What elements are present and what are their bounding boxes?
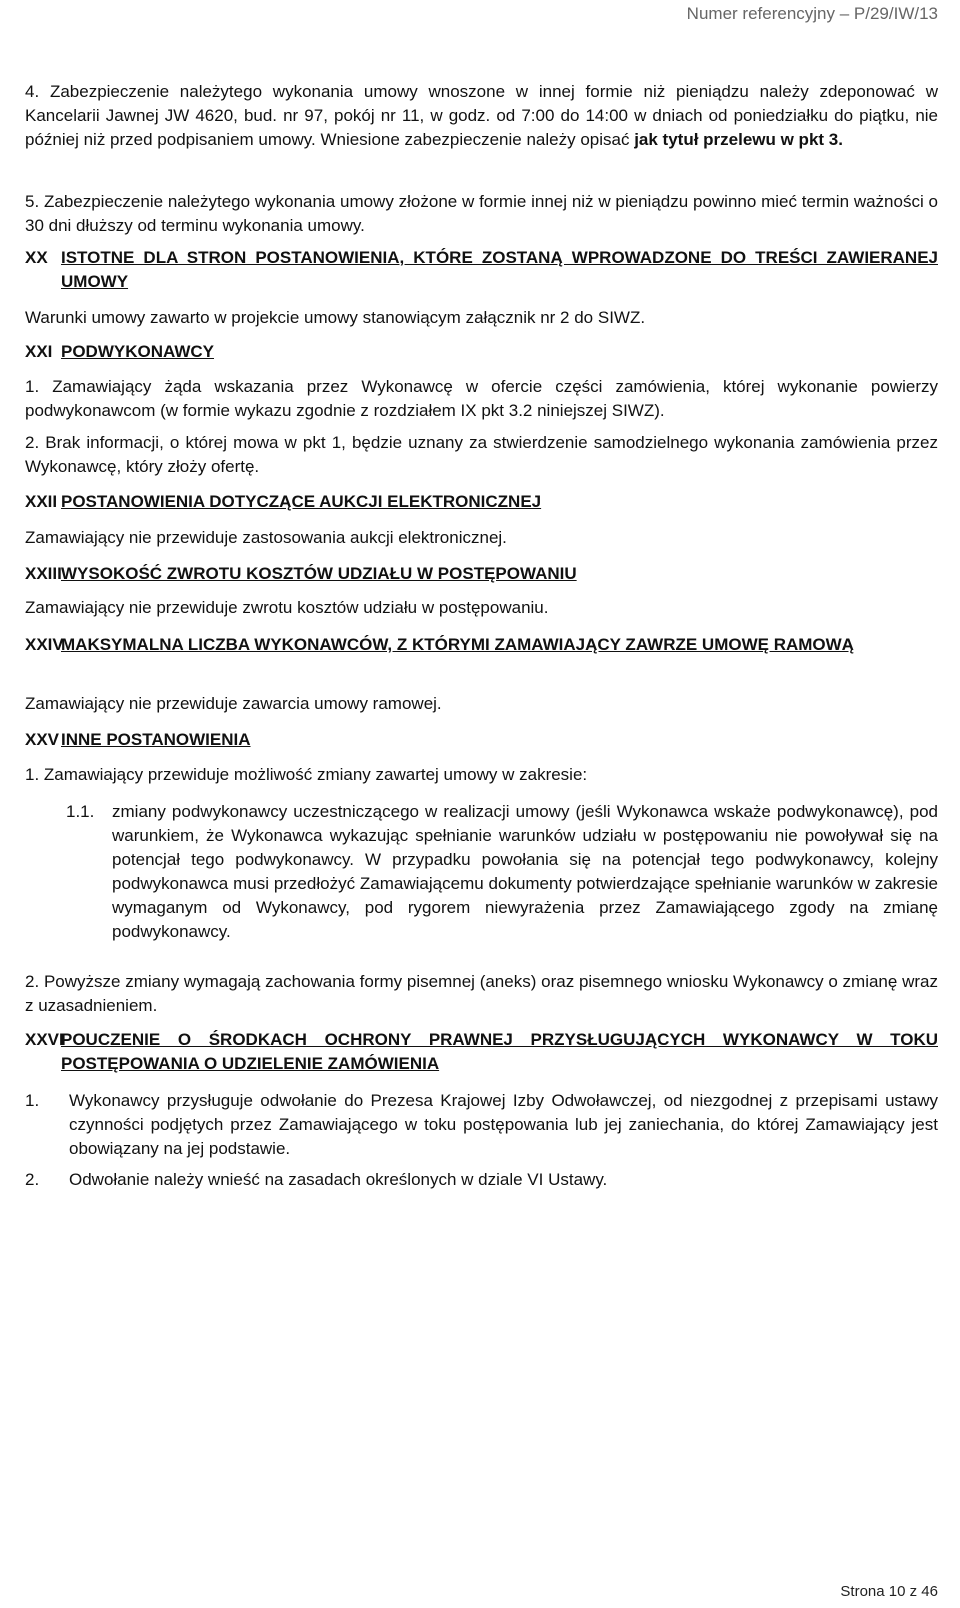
section-xxiii-body: Zamawiający nie przewiduje zwrotu kosztów udziału w postępowaniu. bbox=[25, 598, 549, 617]
section-xxii-body: Zamawiający nie przewiduje zastosowania aukcji elektronicznej. bbox=[25, 528, 507, 547]
subitem-number: 1.1. bbox=[66, 802, 95, 821]
section-xxv-item-1 bbox=[25, 763, 938, 787]
item-text: Odwołanie należy wnieść na zasadach określonych w dziale VI Ustawy. bbox=[69, 1170, 608, 1189]
section-xxii-heading bbox=[25, 490, 938, 514]
section-number: XXII bbox=[25, 492, 58, 511]
section-xxiii-heading bbox=[25, 562, 938, 586]
item-number: 1. bbox=[25, 765, 40, 784]
section-number: XXI bbox=[25, 342, 53, 361]
paragraph-item-5 bbox=[25, 190, 938, 238]
item-number: 2. bbox=[25, 1170, 40, 1189]
section-title: POUCZENIE O ŚRODKACH OCHRONY PRAWNEJ PRZYSŁUGUJĄCYCH WYKONAWCY W TOKU POSTĘPOWANIA O UDZIELENIE ZAMÓWIENIA bbox=[61, 1030, 938, 1073]
section-xxv-subitem-1-1 bbox=[66, 800, 938, 944]
item-text: Zabezpieczenie należytego wykonania umowy złożone w formie innej niż w pieniądzu powinno mieć termin ważności o 30 dni dłuższy od terminu wykonania umowy. bbox=[25, 192, 938, 235]
section-number: XX bbox=[25, 248, 48, 267]
subitem-text: zmiany podwykonawcy uczestniczącego w realizacji umowy (jeśli Wykonawca wskaże podwykonawcę), pod warunkiem, że Wykonawca wykazując spełnianie warunków udziału w postępowaniu nie powoływał się na potencjał tego podwykonawcy. W przypadku powołania się na potencjał tego podwykonawcy, kolejny podwykonawca musi przedłożyć Zamawiającemu dokumenty potwierdzające spełnianie warunków w zakresie wymaganym od Wykonawcy, pod rygorem niewyrażenia przez Zamawiającego zgody na zmianę podwykonawcy. bbox=[112, 802, 938, 941]
section-title: INNE POSTANOWIENIA bbox=[61, 730, 251, 749]
item-bold-text: jak tytuł przelewu w pkt 3. bbox=[634, 130, 843, 149]
section-number: XXVI bbox=[25, 1030, 64, 1049]
section-title: ISTOTNE DLA STRON POSTANOWIENIA, KTÓRE ZOSTANĄ WPROWADZONE DO TREŚCI ZAWIERANEJ UMOWY bbox=[61, 248, 938, 291]
item-text: Brak informacji, o której mowa w pkt 1, będzie uznany za stwierdzenie samodzielnego wykonania zamówienia przez Wykonawcę, który złoży ofertę. bbox=[25, 433, 939, 476]
item-number: 2. bbox=[25, 433, 40, 452]
section-number: XXIV bbox=[25, 635, 64, 654]
section-xxvi-item-1 bbox=[25, 1089, 938, 1161]
item-text: Zamawiający żąda wskazania przez Wykonawcę w ofercie części zamówienia, której wykonanie powierzy podwykonawcom (w formie wykazu zgodnie z rozdziałem IX pkt 3.2 niniejszej SIWZ). bbox=[25, 377, 938, 420]
item-number: 2. bbox=[25, 972, 40, 991]
section-xxvi-item-2 bbox=[25, 1168, 938, 1192]
item-number: 4. bbox=[25, 82, 40, 101]
section-xxv-heading bbox=[25, 728, 938, 752]
section-xx-body: Warunki umowy zawarto w projekcie umowy stanowiącym załącznik nr 2 do SIWZ. bbox=[25, 308, 646, 327]
section-xxiv-body: Zamawiający nie przewiduje zawarcia umowy ramowej. bbox=[25, 694, 442, 713]
item-number: 1. bbox=[25, 377, 40, 396]
section-xxi-item-2 bbox=[25, 431, 938, 479]
item-text: Zabezpieczenie należytego wykonania umowy wnoszone w innej formie niż pieniądzu należy zdeponować w Kancelarii Jawnej JW 4620, bud. nr 97, pokój nr 11, w godz. od 7:00 do 14:00 w dniach od poniedziałku do piątku, nie później niż przed podpisaniem umowy. Wniesione zabezpieczenie należy opisać bbox=[25, 82, 938, 149]
section-number: XXIII bbox=[25, 564, 62, 583]
section-xx-heading bbox=[25, 246, 938, 294]
item-number: 1. bbox=[25, 1091, 40, 1110]
section-title: POSTANOWIENIA DOTYCZĄCE AUKCJI ELEKTRONICZNEJ bbox=[61, 492, 542, 511]
item-text: Powyższe zmiany wymagają zachowania formy pisemnej (aneks) oraz pisemnego wniosku Wykonawcy o zmianę wraz z uzasadnieniem. bbox=[25, 972, 938, 1015]
section-xxvi-heading bbox=[25, 1028, 938, 1076]
section-xxi-heading bbox=[25, 340, 938, 364]
item-text: Wykonawcy przysługuje odwołanie do Prezesa Krajowej Izby Odwoławczej, od niezgodnej z przepisami ustawy czynności podjętych przez Zamawiającego w toku postępowania lub jej zaniechania, do której Zamawiający jest obowiązany na jej podstawie. bbox=[69, 1091, 938, 1158]
section-xxiv-heading bbox=[25, 633, 938, 657]
section-title: WYSOKOŚĆ ZWROTU KOSZTÓW UDZIAŁU W POSTĘPOWANIU bbox=[61, 564, 577, 583]
section-title: MAKSYMALNA LICZBA WYKONAWCÓW, Z KTÓRYMI ZAMAWIAJĄCY ZAWRZE UMOWĘ RAMOWĄ bbox=[61, 635, 854, 654]
header-reference: Numer referencyjny – P/29/IW/13 bbox=[686, 4, 938, 23]
section-number: XXV bbox=[25, 730, 60, 749]
section-xxv-item-2 bbox=[25, 970, 938, 1018]
paragraph-item-4 bbox=[25, 80, 938, 152]
section-xxi-item-1 bbox=[25, 375, 938, 423]
section-title: PODWYKONAWCY bbox=[61, 342, 214, 361]
item-text: Zamawiający przewiduje możliwość zmiany zawartej umowy w zakresie: bbox=[43, 765, 588, 784]
item-number: 5. bbox=[25, 192, 40, 211]
page-number: Strona 10 z 46 bbox=[840, 1583, 938, 1600]
